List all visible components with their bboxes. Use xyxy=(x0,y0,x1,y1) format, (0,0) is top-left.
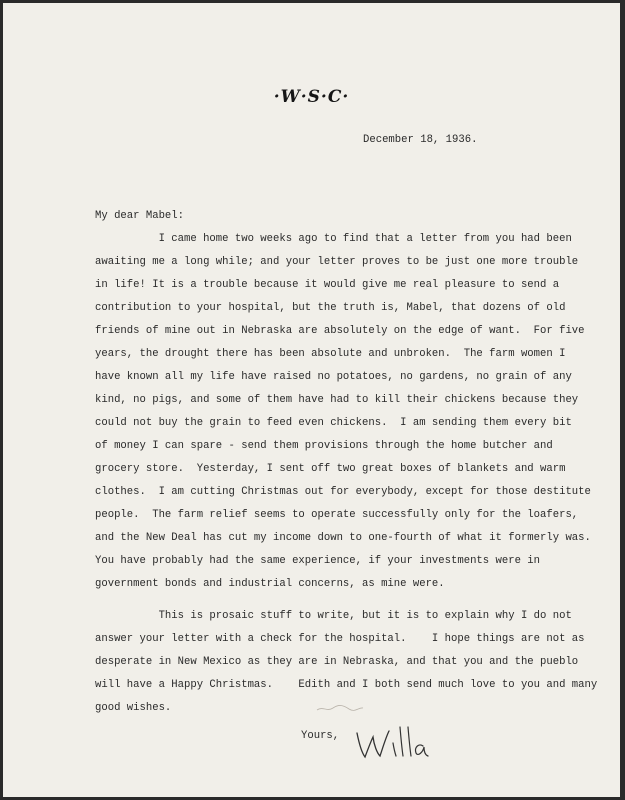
body-line: government bonds and industrial concerns, as mine were. xyxy=(95,578,445,590)
body-line: people. The farm relief seems to operate successfully only for the loafers, xyxy=(95,509,579,521)
letter-date: December 18, 1936. xyxy=(363,134,478,146)
body-line: answer your letter with a check for the hospital. I hope things are not as xyxy=(95,633,585,645)
body-line: of money I can spare - send them provisions through the home butcher and xyxy=(95,440,553,452)
body-line: will have a Happy Christmas. Edith and I both send much love to you and many xyxy=(95,679,598,691)
signature xyxy=(353,719,433,769)
body-line: in life! It is a trouble because it would give me real pleasure to send a xyxy=(95,279,560,291)
body-line: years, the drought there has been absolute and unbroken. The farm women I xyxy=(95,348,566,360)
body-line: awaiting me a long while; and your letter proves to be just one more trouble xyxy=(95,256,579,268)
body-line: good wishes. xyxy=(95,702,172,714)
closing: Yours, xyxy=(301,730,340,742)
body-line: and the New Deal has cut my income down to one-fourth of what it formerly was. xyxy=(95,532,591,544)
letter-body xyxy=(95,233,598,714)
salutation: My dear Mabel: xyxy=(95,210,185,222)
pencil-annotation xyxy=(315,701,365,715)
body-line: kind, no pigs, and some of them have had to kill their chickens because they xyxy=(95,394,579,406)
body-line: contribution to your hospital, but the truth is, Mabel, that dozens of old xyxy=(95,302,566,314)
body-line: could not buy the grain to feed even chickens. I am sending them every bit xyxy=(95,417,572,429)
body-line: clothes. I am cutting Christmas out for everybody, except for those destitute xyxy=(95,486,591,498)
body-line: friends of mine out in Nebraska are absolutely on the edge of want. For five xyxy=(95,325,585,337)
body-line: desperate in New Mexico as they are in Nebraska, and that you and the pueblo xyxy=(95,656,579,668)
letterhead-monogram: ·W·S·C· xyxy=(273,87,350,107)
letter-page xyxy=(3,3,620,797)
body-line: have known all my life have raised no potatoes, no gardens, no grain of any xyxy=(95,371,572,383)
body-line: grocery store. Yesterday, I sent off two great boxes of blankets and warm xyxy=(95,463,566,475)
body-line: You have probably had the same experience, if your investments were in xyxy=(95,555,541,567)
body-line: This is prosaic stuff to write, but it is to explain why I do not xyxy=(95,610,572,622)
body-line: I came home two weeks ago to find that a letter from you had been xyxy=(95,233,572,245)
